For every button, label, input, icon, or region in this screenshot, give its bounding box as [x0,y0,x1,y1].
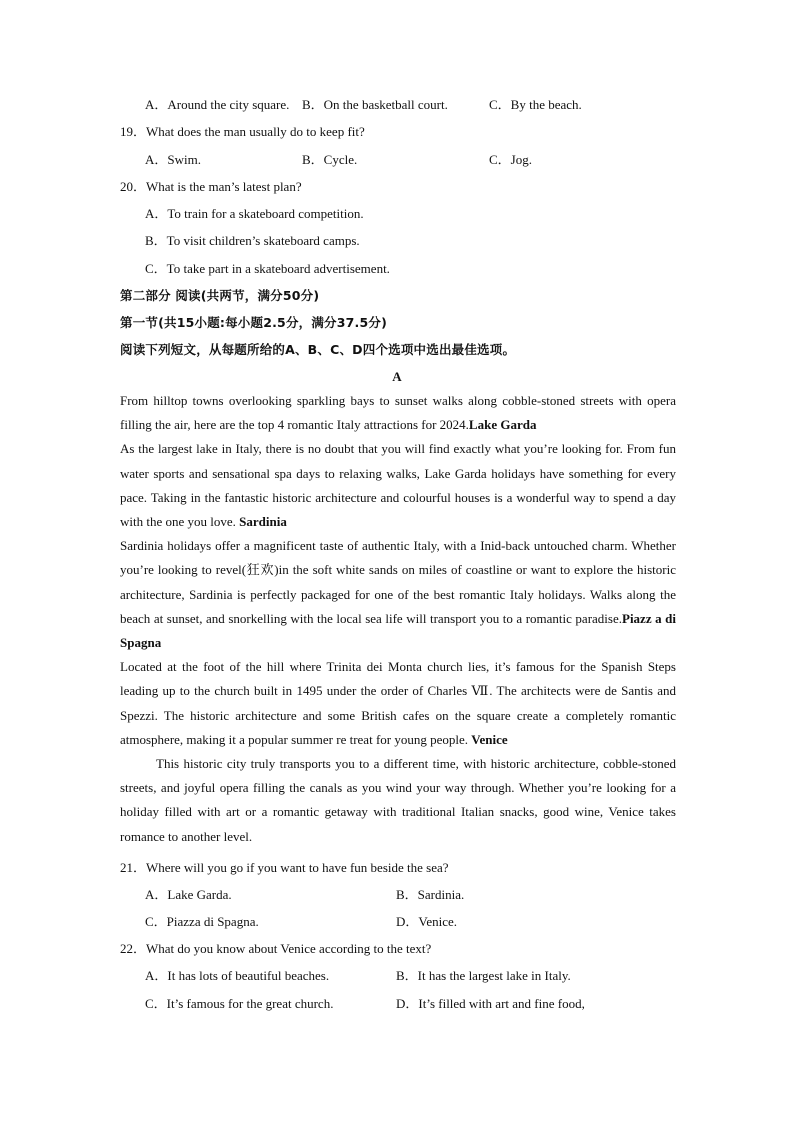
q22-option-a: A．It has lots of beautiful beaches. [145,968,330,983]
passage-body [120,389,676,849]
q21-stem: 21．Where will you go if you want to have fun beside the sea? [120,860,449,875]
q20-stem: 20．What is the man’s latest plan? [120,179,302,194]
q21-option-a: A．Lake Garda. [145,887,232,902]
paragraph-piazza-di-spagna: Located at the foot of the hill where Trinita dei Monta church lies, it’s famous for the Spanish Steps leading up to the church built in 1495 under the order of Charles Ⅶ. The architects were de Santis and Spezzi. The historic architecture and some British cafes on the square create a completely romantic atmosphere, making it a popular summer re treat for young people. [120,659,676,747]
q20-option-c: C．To take part in a skateboard advertisement. [145,261,390,276]
paragraph-lake-garda: As the largest lake in Italy, there is no doubt that you will find exactly what you’re looking for. From fun water sports and sensational spa days to relaxing walks, Lake Garda holidays have something for every pace. Taking in the fantastic historic architecture and colourful houses is a wonderful way to spend a day with the one you love. [120,441,676,530]
q20-option-b: B．To visit children’s skateboard camps. [145,233,360,248]
heading-piazza-di-spagna: Piazz a di Spagna [120,610,677,651]
q21-option-d: D．Venice. [396,914,458,929]
q21-option-b: B．Sardinia. [396,887,465,902]
q19-option-c: C．Jog. [489,152,532,167]
q22-stem: 22．What do you know about Venice according to the text? [120,941,432,956]
passage-intro: From hilltop towns overlooking sparkling bays to sunset walks along cobble-stoned streets with opera filling the air, here are the top 4 romantic Italy attractions for 2024. [120,393,676,433]
paragraph-venice: This historic city truly transports you to a different time, with historic architecture, cobble-stoned streets, and joyful opera filling the canals as you wind your way through. Whether you’re looking for a holiday filled with art or a romantic getaway with traditional Italian snacks, good wine, Venice takes romance to another level. [120,756,676,844]
q22-option-c: C．It’s famous for the great church. [145,996,334,1011]
q19-option-a: A．Swim. [145,152,201,167]
part-title: 第二部分 阅读(共两节，满分50分) [120,288,320,303]
q18-option-a: A．Around the city square. [145,97,290,112]
q18-option-c: C．By the beach. [489,97,582,112]
q22-option-b: B．It has the largest lake in Italy. [396,968,571,983]
q19-stem: 19．What does the man usually do to keep fit? [120,124,365,139]
q20-option-a: A．To train for a skateboard competition. [145,206,364,221]
heading-lake-garda: Lake Garda [468,417,537,433]
heading-venice: Venice [471,731,508,747]
passage-letter: A [392,369,402,384]
section-subtitle: 第一节(共15小题:每小题2.5分，满分37.5分) [120,315,388,330]
q19-option-b: B．Cycle. [302,152,358,167]
q22-option-d: D．It’s filled with art and fine food, [396,996,585,1011]
heading-sardinia: Sardinia [239,514,287,530]
paragraph-sardinia: Sardinia holidays offer a magnificent taste of authentic Italy, with a Inid-back untouched charm. Whether you’re looking to revel(狂欢)in the soft white sands on miles of coastline or want to explore the historic architecture, Sardinia is perfectly packaged for one of the best romantic Italy holidays. Walks along the beach at sunset, and snorkelling with the local sea life will transport you to a romantic paradise. [120,538,676,626]
q18-option-b: B．On the basketball court. [302,97,448,112]
section-instruction: 阅读下列短文，从每题所给的A、B、C、D四个选项中选出最佳选项。 [120,342,516,357]
q21-option-c: C．Piazza di Spagna. [145,914,259,929]
